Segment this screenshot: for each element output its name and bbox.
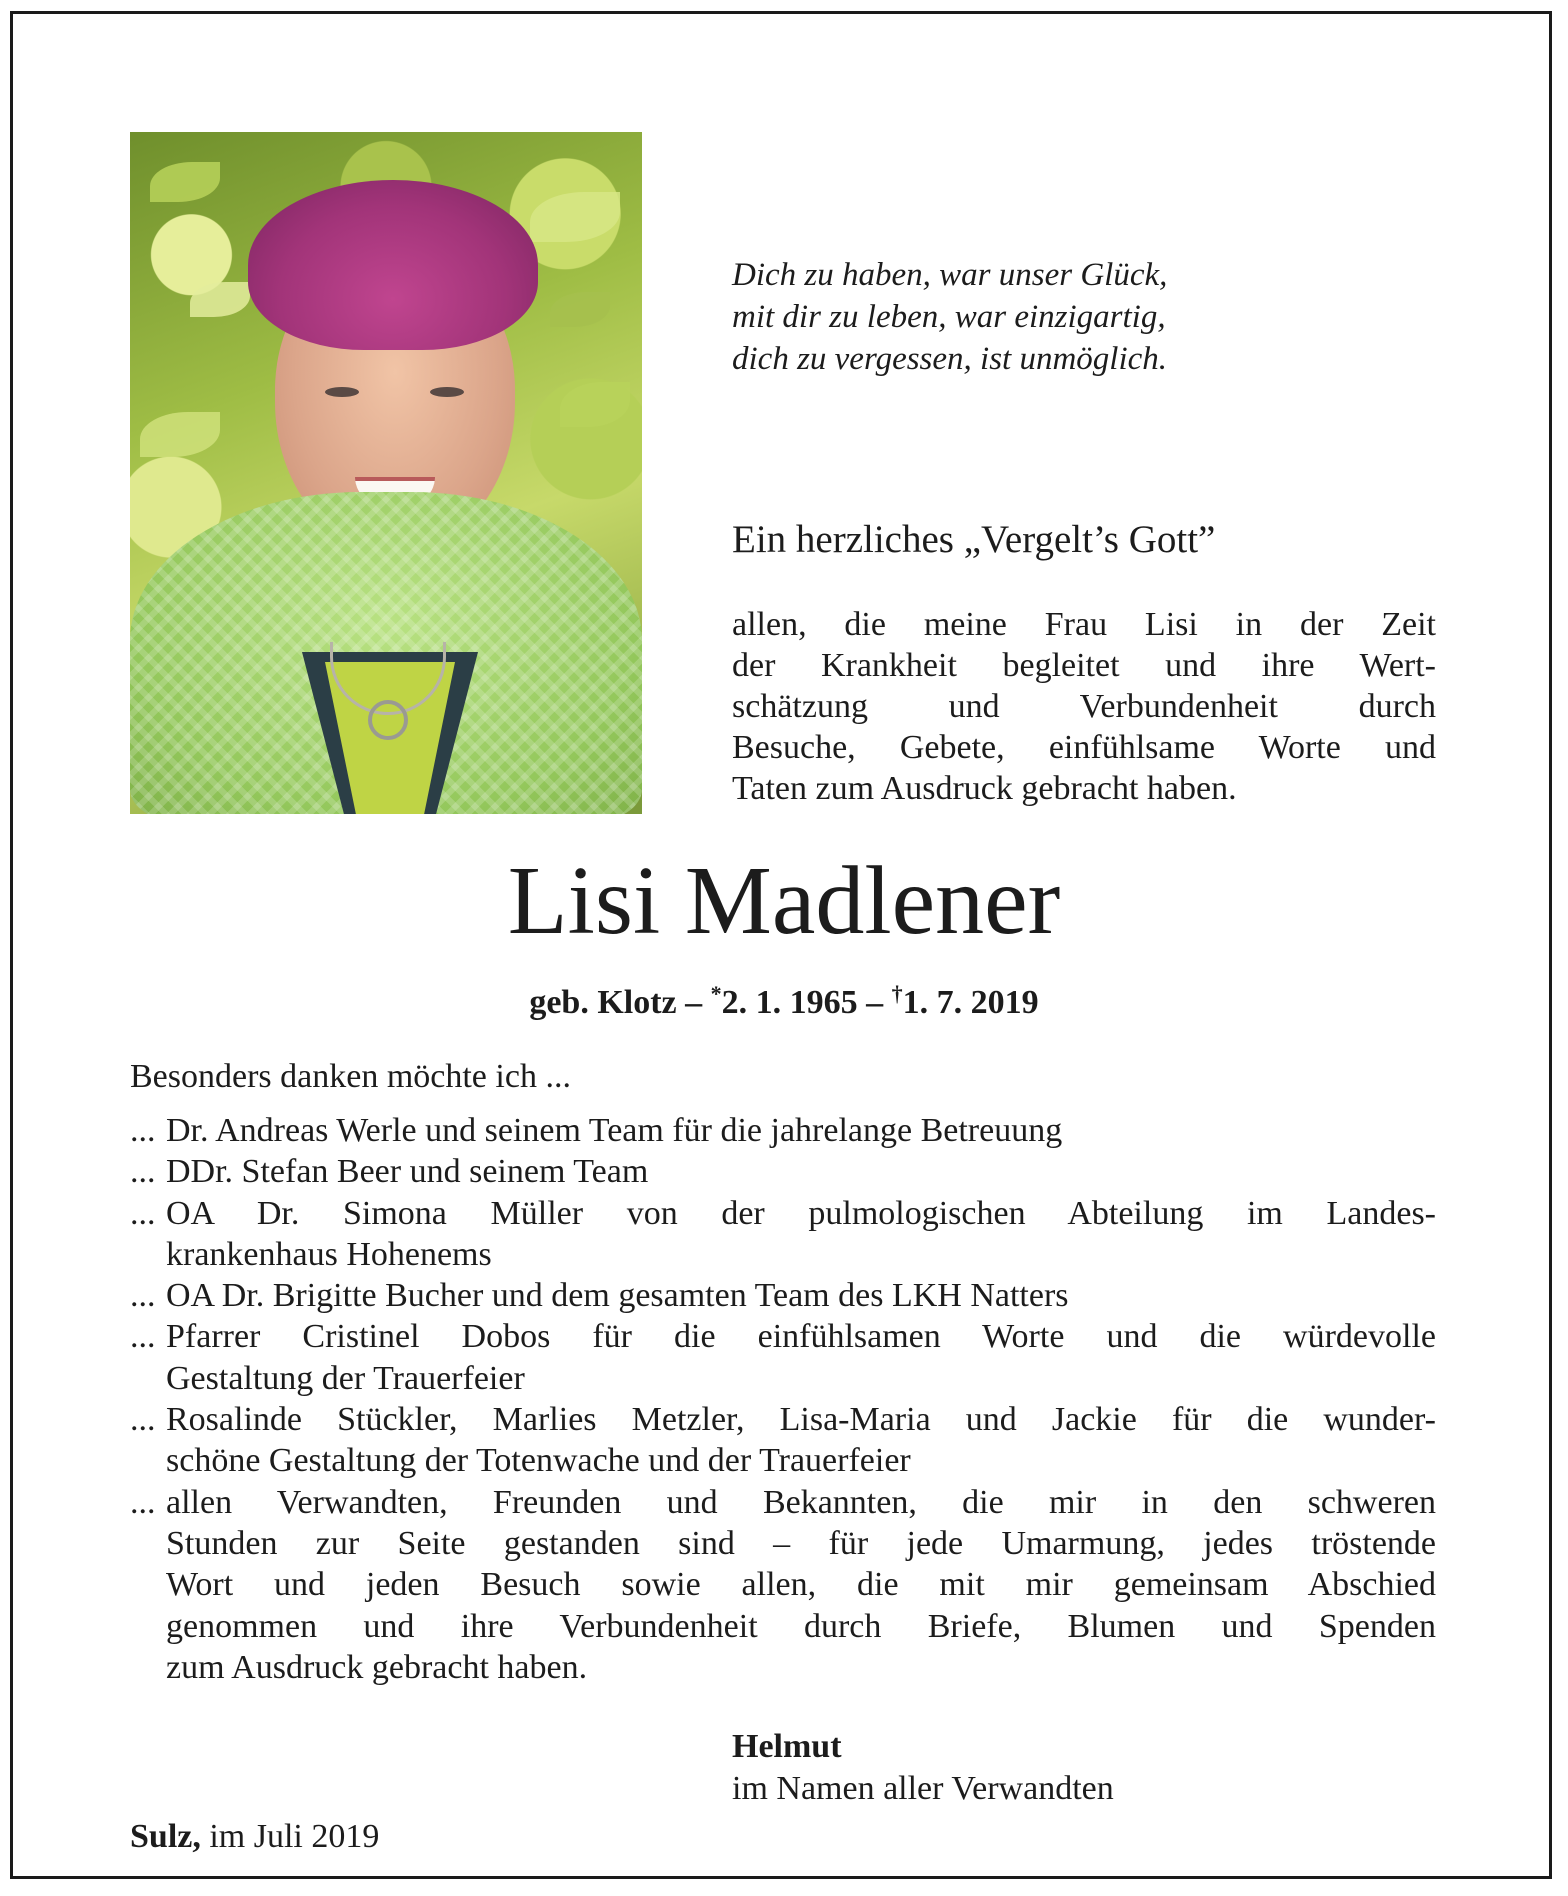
thanks-body-line: allen, die meine Frau Lisi in der Zeit [732,606,1436,643]
thanks-body-line: Besuche, Gebete, einfühlsame Worte und [732,729,1436,766]
thanks-list-line: allen Verwandten, Freunden und Bekannten, die mir in den schweren [166,1483,1436,1521]
death-cross-icon: † [891,981,903,1006]
thanks-list-item [130,1482,1436,1688]
birth-star-icon: * [710,981,722,1006]
thanks-list-item [130,1193,1436,1276]
signature-name: Helmut [732,1728,842,1765]
list-prefix: ... [130,1401,156,1439]
poem-line: mit dir zu leben, war einzigartig, [732,299,1166,335]
list-prefix: ... [130,1112,156,1149]
list-prefix: ... [130,1153,156,1191]
thanks-list-text [166,1193,1436,1276]
maiden-name: geb. Klotz [529,984,677,1021]
place-town: Sulz, [130,1818,201,1855]
death-date: 1. 7. 2019 [902,984,1039,1021]
thanks-heading: Ein herzliches „Vergelt’s Gott” [732,518,1216,561]
deceased-name: Lisi Madlener [507,847,1061,955]
date-separator: – [685,984,703,1021]
list-prefix: ... [130,1318,156,1356]
list-prefix: ... [130,1483,156,1521]
thanks-list-line: schöne Gestaltung der Totenwache und der Trauerfeier [166,1442,911,1480]
memorial-poem [732,254,1167,380]
date-separator: – [866,984,884,1021]
thanks-list-line: Dr. Andreas Werle und seinem Team für die jahrelange Betreuung [166,1112,1063,1149]
thanks-body-line: Taten zum Ausdruck gebracht haben. [732,770,1237,807]
thanks-list-line: krankenhaus Hohenems [166,1235,492,1273]
thanks-list [130,1110,1436,1688]
thanks-list-line: OA Dr. Brigitte Bucher und dem gesamten Team des LKH Natters [166,1277,1069,1315]
place-month: im Juli 2019 [209,1818,380,1855]
thanks-list-line: OA Dr. Simona Müller von der pulmologischen Abteilung im Landes- [166,1194,1436,1232]
list-prefix: ... [130,1194,156,1232]
thanks-list-text [166,1316,1436,1399]
thanks-list-line: Wort und jeden Besuch sowie allen, die mit mir gemeinsam Abschied [166,1566,1436,1604]
thanks-list-line: DDr. Stefan Beer und seinem Team [166,1153,649,1191]
thanks-list-text [166,1482,1436,1688]
signature-subtitle: im Namen aller Verwandten [732,1770,1114,1807]
thanks-list-item [130,1151,1436,1192]
thanks-list-text [166,1399,1436,1482]
thanks-list-item [130,1110,1436,1151]
thanks-list-item [130,1316,1436,1399]
life-dates [0,972,1568,1025]
thanks-list-line: genommen und ihre Verbundenheit durch Briefe, Blumen und Spenden [166,1607,1436,1645]
thanks-list-line: Stunden zur Seite gestanden sind – für jede Umarmung, jedes tröstende [166,1524,1436,1562]
thanks-list-text [166,1275,1436,1316]
thanks-list-line: zum Ausdruck gebracht haben. [166,1648,588,1686]
thanks-body [732,604,1436,809]
thanks-list-text [166,1110,1436,1151]
poem-line: dich zu vergessen, ist unmöglich. [732,341,1168,377]
thanks-list-line: Gestaltung der Trauerfeier [166,1359,525,1397]
list-prefix: ... [130,1277,156,1315]
thanks-list-item [130,1275,1436,1316]
portrait-photo [130,132,642,814]
place-date [130,1816,379,1858]
thanks-intro: Besonders danken möchte ich ... [130,1058,571,1095]
poem-line: Dich zu haben, war unser Glück, [732,257,1168,293]
birth-date: 2. 1. 1965 [721,984,858,1021]
thanks-list-line: Rosalinde Stückler, Marlies Metzler, Lisa-Maria und Jackie für die wunder- [166,1401,1436,1439]
thanks-body-line: schätzung und Verbundenheit durch [732,688,1436,725]
thanks-body-line: der Krankheit begleitet und ihre Wert- [732,647,1436,684]
thanks-list-text [166,1151,1436,1192]
thanks-list-item [130,1399,1436,1482]
thanks-list-line: Pfarrer Cristinel Dobos für die einfühlsamen Worte und die würdevolle [166,1318,1436,1356]
